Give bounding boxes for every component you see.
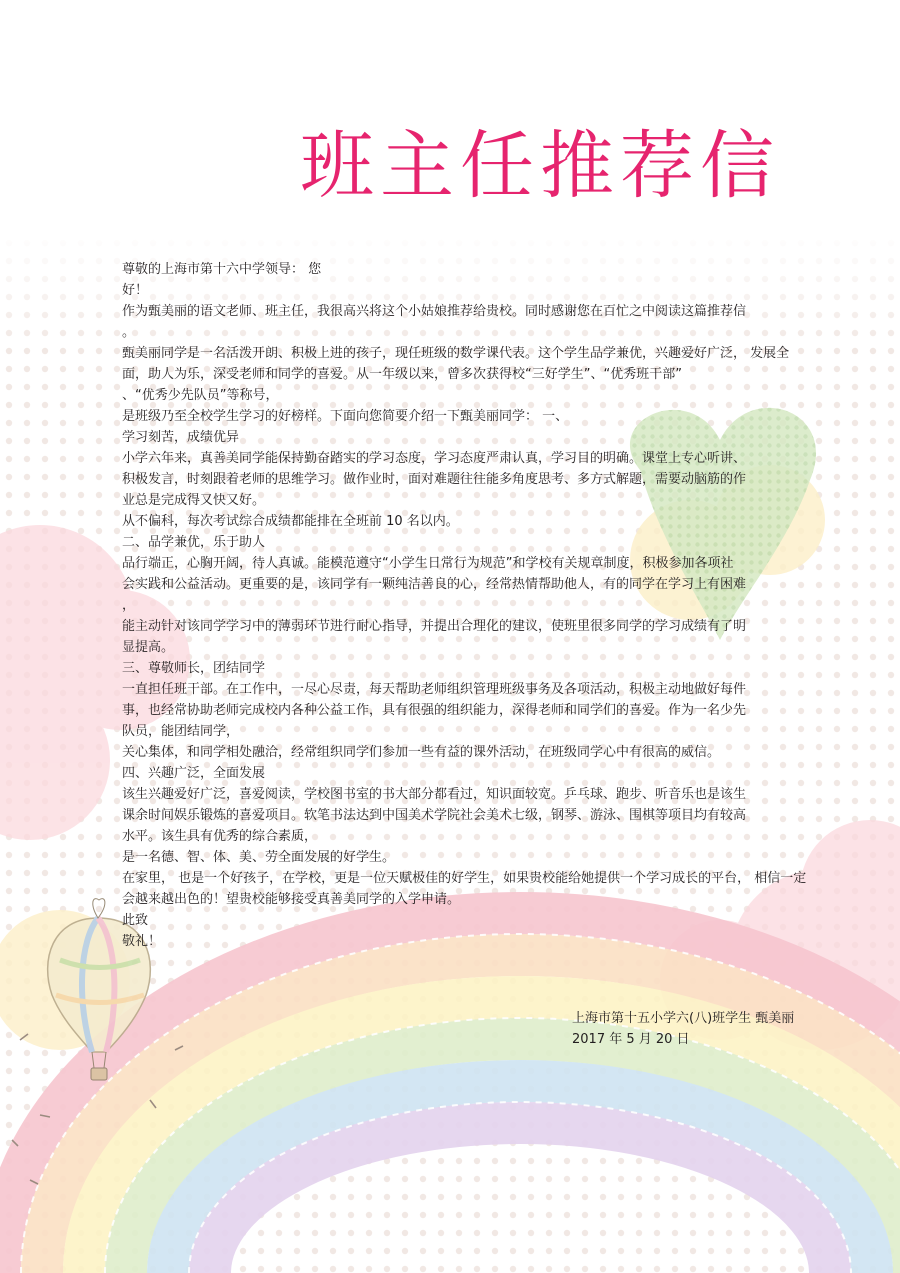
letter-line: 面，助人为乐，深受老师和同学的喜爱。从一年级以来，曾多次获得校“三好学生”、“优秀班干部” [122,367,682,382]
letter-line: ， [122,598,136,613]
letter-line: 、“优秀少先队员”等称号， [122,388,279,403]
letter-line: 能主动针对该同学学习中的薄弱环节进行耐心指导，并提出合理化的建议，使班里很多同学的学习成绩有了明 [122,619,747,634]
letter-line: 关心集体，和同学相处融洽，经常组织同学们参加一些有益的课外活动，在班级同学心中有很高的威信。 [122,745,721,760]
letter-line: 事，也经常协助老师完成校内各种公益工作，具有很强的组织能力，深得老师和同学们的喜爱。作为一名少先 [122,703,747,718]
letter-line: 队员，能团结同学， [122,724,240,739]
letter-line: 品行端正，心胸开阔，待人真诚。能模范遵守“小学生日常行为规范”和学校有关规章制度，积极参加各项社 [122,556,734,571]
signature-name: 上海市第十五小学六(八)班学生 甄美丽 [572,1011,795,1026]
letter-line: 四、兴趣广泛，全面发展 [122,766,266,781]
letter-line: 甄美丽同学是一名活泼开朗、积极上进的孩子，现任班级的数学课代表。这个学生品学兼优，兴趣爱好广泛， 发展全 [122,346,790,361]
letter-line: 好！ [122,283,149,298]
signature-block [572,1008,832,1050]
letter-line: 在家里， 也是一个好孩子，在学校，更是一位天赋极佳的好学生，如果贵校能给她提供一个学习成长的平台， 相信一定 [122,871,807,886]
letter-line: 从不偏科，每次考试综合成绩都能排在全班前 10 名以内。 [122,514,459,529]
signature-date: 2017 年 5 月 20 日 [572,1032,690,1047]
letter-line: 业总是完成得又快又好。 [122,493,266,508]
letter-line: 会实践和公益活动。更重要的是，该同学有一颗纯洁善良的心，经常热情帮助他人，有的同学在学习上有困难 [122,577,747,592]
letter-line: 积极发言，时刻跟着老师的思维学习。做作业时，面对难题往往能多角度思考、多方式解题，需要动脑筋的作 [122,472,747,487]
letter-line: 此致 [122,913,149,928]
page-title: 班主任推荐信 [300,123,780,209]
letter-line: 三、尊敬师长，团结同学 [122,661,266,676]
letter-line: 水平。该生具有优秀的综合素质， [122,829,318,844]
letter-line: 作为甄美丽的语文老师、班主任，我很高兴将这个小姑娘推荐给贵校。同时感谢您在百忙之中阅读这篇推荐信 [122,304,747,319]
letter-line: 一直担任班干部。在工作中，一尽心尽责，每天帮助老师组织管理班级事务及各项活动，积极主动地做好每件 [122,682,747,697]
letter-line: 显提高。 [122,640,175,655]
letter-line: 该生兴趣爱好广泛，喜爱阅读，学校图书室的书大部分都看过，知识面较宽。乒乓球、跑步、听音乐也是该生 [122,787,747,802]
letter-body [122,259,812,952]
letter-line: 是班级乃至全校学生学习的好榜样。下面向您简要介绍一下甄美丽同学： 一、 [122,409,569,424]
letter-line: 是一名德、智、体、美、劳全面发展的好学生。 [122,850,396,865]
letter-line: 二、品学兼优，乐于助人 [122,535,266,550]
letter-line: 课余时间娱乐锻炼的喜爱项目。软笔书法达到中国美术学院社会美术七级，钢琴、游泳、围棋等项目均有较高 [122,808,747,823]
letter-line: 小学六年来，真善美同学能保持勤奋踏实的学习态度，学习态度严肃认真，学习目的明确。课堂上专心听讲、 [122,451,747,466]
letter-line: 学习刻苦，成绩优异 [122,430,240,445]
letter-line: 会越来越出色的！望贵校能够接受真善美同学的入学申请。 [122,892,461,907]
letter-line: 敬礼！ [122,934,162,949]
letter-line: 。 [122,325,136,340]
letter-line: 尊敬的上海市第十六中学领导： 您 [122,262,322,277]
